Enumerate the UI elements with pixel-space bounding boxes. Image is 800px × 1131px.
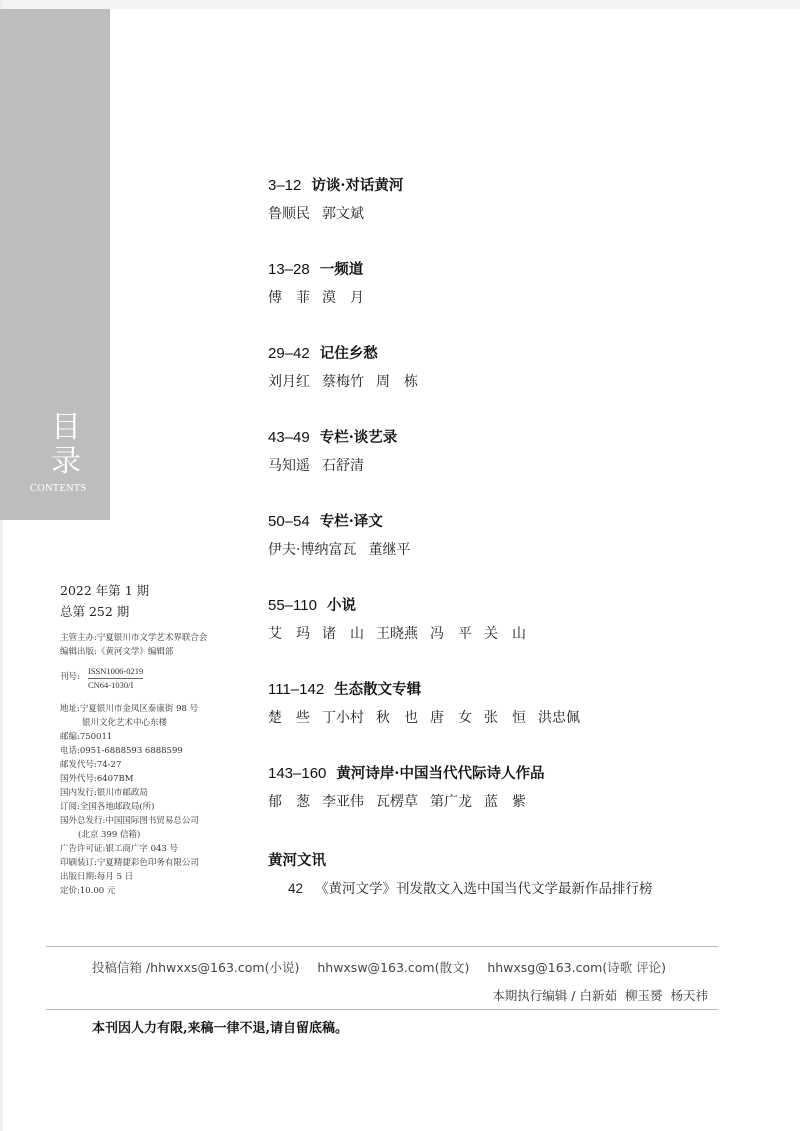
imprint-price: 定价:10.00 元	[60, 886, 116, 896]
toc-entry	[268, 594, 538, 643]
toc-authors	[268, 623, 538, 643]
toc-page-range: 43–49	[268, 429, 310, 446]
email-poetry: hhwxsg@163.com(诗歌 评论)	[487, 960, 666, 975]
page-edge-top	[0, 0, 800, 9]
toc-entry-heading	[268, 342, 430, 363]
toc-author: 蓝 紫	[484, 794, 526, 810]
editor-2: 柳玉赟	[624, 988, 663, 1003]
total-issue-number: 总第 252 期	[60, 604, 130, 619]
toc-author: 唐 女	[430, 710, 472, 726]
email-prose: hhwxsw@163.com(散文)	[317, 960, 470, 975]
toc-author: 冯 平	[430, 626, 472, 642]
toc-author: 蔡梅竹	[322, 374, 364, 390]
toc-author: 楚 些	[268, 710, 310, 726]
issue-number: 2022 年第 1 期	[60, 583, 150, 598]
imprint-ad-license: 广告许可证:银工商广字 043 号	[60, 844, 178, 854]
toc-author: 鲁顺民	[268, 206, 310, 222]
imprint-foreign-code: 国外代号:6407BM	[60, 774, 134, 784]
imprint-sponsor: 主管主办:宁夏银川市文学艺术界联合会	[60, 633, 208, 643]
toc-authors	[268, 539, 422, 559]
toc-entry-heading	[268, 594, 538, 615]
editor-label: 本期执行编辑 / 白新茹	[492, 988, 617, 1003]
toc-authors	[268, 455, 397, 475]
toc-page-range: 143–160	[268, 765, 327, 782]
news-section-title: 黄河文讯	[268, 852, 326, 869]
toc-author: 周 栋	[376, 374, 418, 390]
news-item-text: 《黄河文学》刊发散文入选中国当代文学最新作品排行榜	[315, 881, 653, 897]
toc-page-range: 3–12	[268, 177, 302, 194]
imprint-foreign-distribution: 国外总发行:中国国际图书贸易总公司	[60, 816, 199, 826]
toc-entry-heading	[268, 762, 544, 783]
toc-section-title: 一频道	[319, 261, 364, 278]
toc-author: 石舒清	[322, 458, 364, 474]
issue-editors	[484, 986, 708, 1004]
toc-author: 王晓燕	[376, 626, 418, 642]
toc-section-title: 访谈·对话黄河	[311, 177, 404, 194]
toc-section-title: 记住乡愁	[319, 345, 378, 362]
toc-authors	[268, 371, 430, 391]
toc-page-range: 50–54	[268, 513, 310, 530]
toc-entry	[268, 762, 544, 811]
divider-top	[46, 946, 718, 947]
toc-entry	[268, 678, 592, 727]
toc-entry	[268, 426, 397, 475]
toc-author: 郁 葱	[268, 794, 310, 810]
toc-section-title: 小说	[326, 597, 356, 614]
toc-page-range: 55–110	[268, 597, 317, 614]
toc-author: 马知遥	[268, 458, 310, 474]
toc-page-range: 29–42	[268, 345, 310, 362]
imprint-publication-date: 出版日期:每月 5 日	[60, 872, 134, 882]
email-fiction: 投稿信箱 /hhwxxs@163.com(小说)	[92, 960, 300, 975]
submission-emails	[92, 958, 666, 976]
imprint-issn-label: 刊号:	[60, 672, 80, 682]
news-item	[288, 877, 653, 897]
mulu-char-1: 目	[51, 410, 81, 445]
toc-page-range: 111–142	[268, 681, 325, 698]
imprint-address-2: 银川文化艺术中心东楼	[82, 718, 168, 728]
toc-section-title: 生态散文专辑	[334, 681, 422, 698]
contents-label: CONTENTS	[30, 483, 87, 494]
toc-authors	[268, 707, 592, 727]
imprint-address-1: 地址:宁夏银川市金凤区泰康街 98 号	[60, 704, 199, 714]
toc-entry-heading	[268, 510, 422, 531]
toc-author: 洪忠佩	[538, 710, 580, 726]
toc-page-range: 13–28	[268, 261, 310, 278]
toc-entry-heading	[268, 258, 376, 279]
toc-entry	[268, 342, 430, 391]
toc-entry	[268, 510, 422, 559]
imprint-phone: 电话:0951-6888593 6888599	[60, 746, 183, 756]
toc-author: 关 山	[484, 626, 526, 642]
toc-author: 瓦楞草	[376, 794, 418, 810]
toc-author: 张 恒	[484, 710, 526, 726]
imprint-domestic-distribution: 国内发行:银川市邮政局	[60, 788, 148, 798]
divider-bottom	[46, 1009, 718, 1010]
toc-author: 第广龙	[430, 794, 472, 810]
toc-entry	[268, 258, 376, 307]
toc-author: 诸 山	[322, 626, 364, 642]
imprint-subscription: 订阅:全国各地邮政局(所)	[60, 802, 155, 812]
mulu-title	[48, 411, 84, 479]
toc-section-title: 专栏·译文	[319, 513, 383, 530]
imprint-issn-box	[88, 665, 143, 691]
toc-section-title: 专栏·谈艺录	[319, 429, 398, 446]
toc-author: 漠 月	[322, 290, 364, 306]
toc-authors	[268, 287, 376, 307]
editor-3: 杨天祎	[670, 988, 708, 1003]
toc-entry	[268, 174, 403, 223]
imprint-issn: ISSN1006-0219	[88, 665, 143, 679]
imprint-cn: CN64-1030/I	[88, 680, 134, 690]
imprint-postcode: 邮编:750011	[60, 732, 113, 742]
toc-author: 秋 也	[376, 710, 418, 726]
toc-entry-heading	[268, 174, 403, 195]
toc-section-title: 黄河诗岸·中国当代代际诗人作品	[336, 765, 545, 782]
imprint-foreign-distribution-box: (北京 399 信箱)	[78, 830, 141, 840]
toc-author: 李亚伟	[322, 794, 364, 810]
toc-author: 艾 玛	[268, 626, 310, 642]
toc-entry-heading	[268, 678, 592, 699]
toc-author: 郭文斌	[322, 206, 364, 222]
toc-authors	[268, 203, 403, 223]
toc-author: 傅 菲	[268, 290, 310, 306]
news-item-page: 42	[288, 881, 304, 896]
mulu-char-2: 录	[51, 444, 81, 479]
imprint-printer: 印刷装订:宁夏精捷彩色印务有限公司	[60, 858, 199, 868]
toc-author: 丁小村	[322, 710, 364, 726]
toc-entry-heading	[268, 426, 397, 447]
toc-authors	[268, 791, 544, 811]
imprint-publisher: 编辑出版:《黄河文学》编辑部	[60, 647, 174, 657]
toc-author: 伊夫·博纳富瓦	[268, 542, 357, 558]
toc-author: 刘月红	[268, 374, 310, 390]
toc-author: 董继平	[368, 542, 411, 558]
imprint-postal-code: 邮发代号:74-27	[60, 760, 122, 770]
submission-notice: 本刊因人力有限,来稿一律不退,请自留底稿。	[92, 1021, 349, 1036]
